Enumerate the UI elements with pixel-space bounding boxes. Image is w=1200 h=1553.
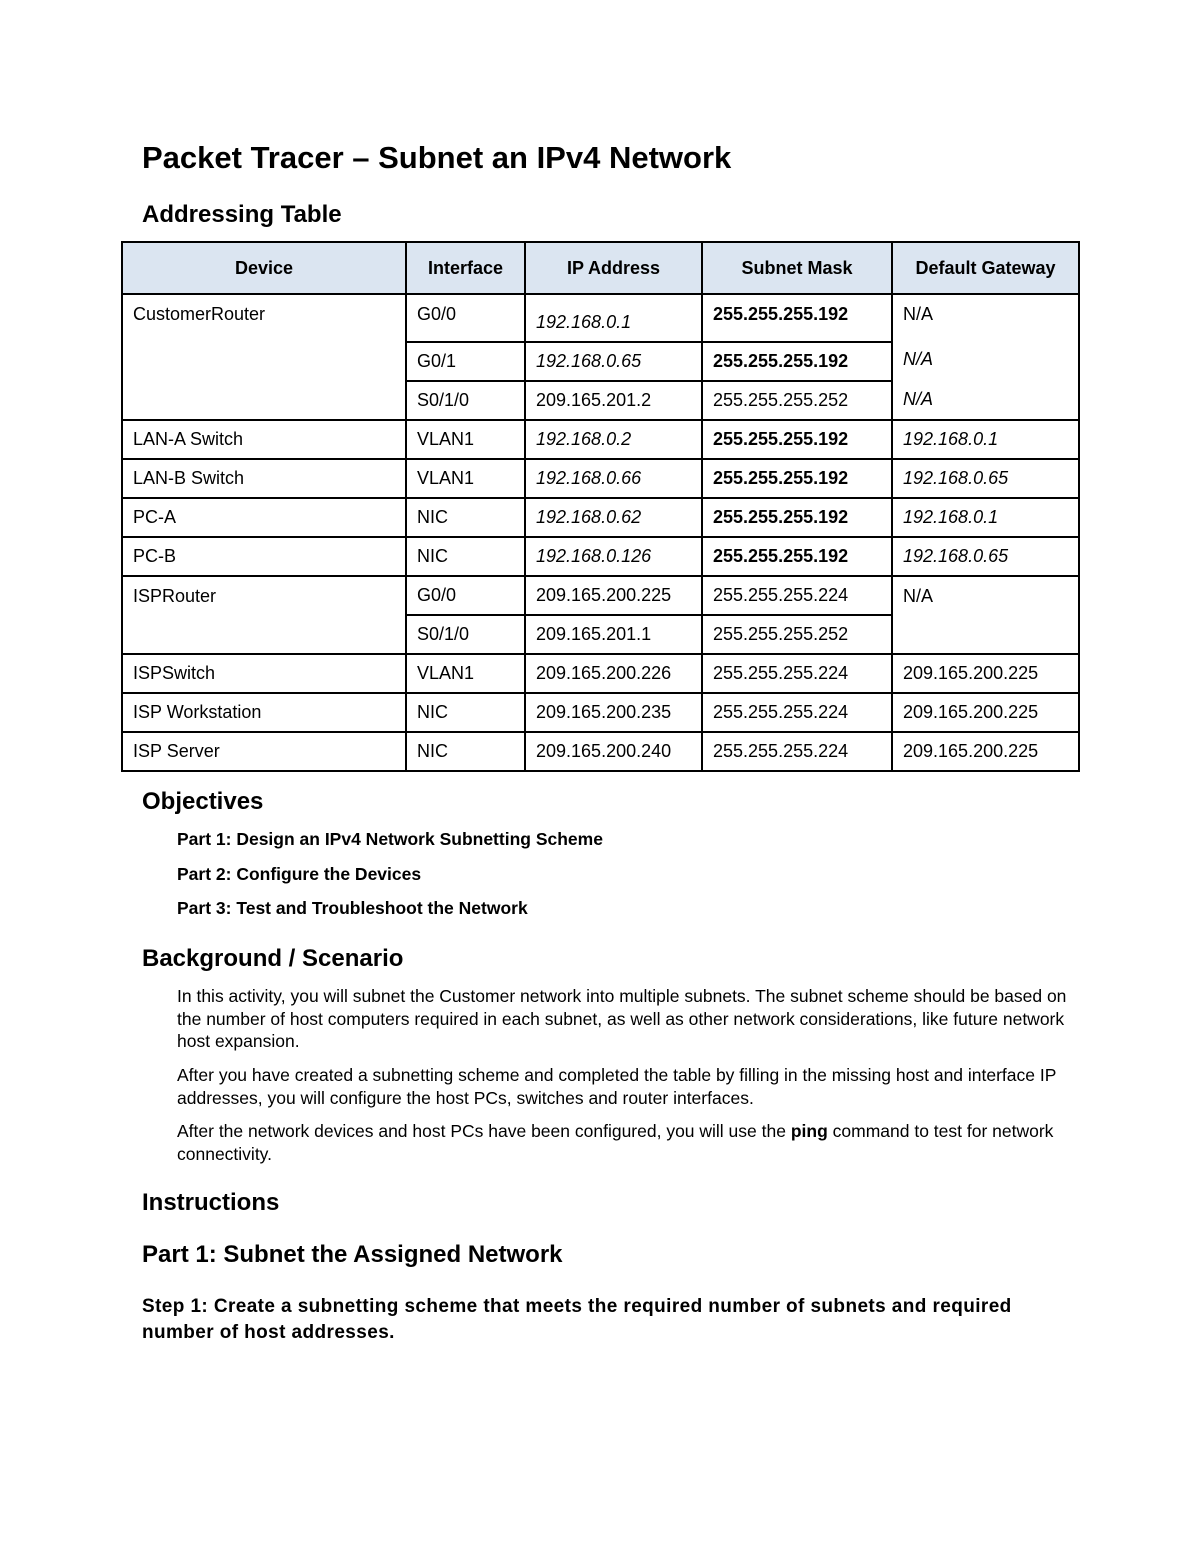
step1-heading: Step 1: Create a subnetting scheme that meets the required number of subnets and required number of host addresses.: [142, 1296, 1012, 1343]
mask-cell: 255.255.255.224: [702, 732, 892, 771]
mask-cell: 255.255.255.192: [702, 420, 892, 459]
mask-cell: 255.255.255.252: [702, 615, 892, 654]
ip-cell: 192.168.0.2: [525, 420, 702, 459]
table-header-row: [122, 242, 1079, 294]
interface-cell: NIC: [406, 693, 525, 732]
gateway-value: N/A: [903, 304, 934, 324]
gateway-stack: [903, 304, 1078, 416]
interface-cell: NIC: [406, 732, 525, 771]
table-row: [122, 732, 1079, 771]
interface-cell: S0/1/0: [406, 615, 525, 654]
background-heading: Background / Scenario: [142, 945, 404, 972]
objective-item: Part 2: Configure the Devices: [177, 864, 422, 884]
mask-cell: 255.255.255.224: [702, 693, 892, 732]
interface-cell: VLAN1: [406, 459, 525, 498]
part1-heading: Part 1: Subnet the Assigned Network: [142, 1241, 563, 1268]
interface-cell: G0/1: [406, 342, 525, 381]
interface-cell: G0/0: [406, 294, 525, 342]
ip-cell: 209.165.200.225: [525, 576, 702, 615]
gateway-cell: 192.168.0.65: [892, 459, 1079, 498]
mask-cell: 255.255.255.224: [702, 576, 892, 615]
ip-cell: 209.165.200.240: [525, 732, 702, 771]
ip-cell: 209.165.201.2: [525, 381, 702, 420]
device-cell: LAN-A Switch: [122, 420, 406, 459]
paragraph-text: After the network devices and host PCs have been configured, you will use the: [177, 1121, 791, 1141]
table-row: [122, 693, 1079, 732]
interface-cell: VLAN1: [406, 420, 525, 459]
mask-cell: 255.255.255.192: [702, 537, 892, 576]
table-row: [122, 498, 1079, 537]
ip-cell: 192.168.0.126: [525, 537, 702, 576]
table-row: [122, 420, 1079, 459]
objective-item: Part 3: Test and Troubleshoot the Network: [177, 898, 528, 918]
background-paragraph: In this activity, you will subnet the Customer network into multiple subnets. The subnet scheme should be based on the number of host computers required in each subnet, as well as other network considerations, like future network host expansion.: [177, 986, 1067, 1051]
ip-cell: 192.168.0.65: [525, 342, 702, 381]
gateway-cell: 192.168.0.1: [892, 420, 1079, 459]
device-cell: CustomerRouter: [122, 294, 406, 420]
table-row: [122, 294, 1079, 342]
interface-cell: VLAN1: [406, 654, 525, 693]
ip-cell: 192.168.0.62: [525, 498, 702, 537]
interface-cell: S0/1/0: [406, 381, 525, 420]
objectives-heading: Objectives: [142, 788, 264, 815]
addressing-table-heading: Addressing Table: [142, 201, 342, 228]
gateway-cell: 192.168.0.65: [892, 537, 1079, 576]
device-cell: LAN-B Switch: [122, 459, 406, 498]
device-cell: ISP Server: [122, 732, 406, 771]
table-row: [122, 537, 1079, 576]
header-default-gateway: Default Gateway: [892, 242, 1079, 294]
header-subnet-mask: Subnet Mask: [702, 242, 892, 294]
ip-cell: 192.168.0.1: [525, 294, 702, 342]
header-ip-address: IP Address: [525, 242, 702, 294]
mask-cell: 255.255.255.252: [702, 381, 892, 420]
gateway-cell: 192.168.0.1: [892, 498, 1079, 537]
gateway-cell: 209.165.200.225: [892, 693, 1079, 732]
gateway-cell: N/A: [892, 576, 1079, 654]
device-cell: ISPRouter: [122, 576, 406, 654]
table-row: [122, 459, 1079, 498]
ip-cell: 209.165.200.235: [525, 693, 702, 732]
gateway-cell: [892, 294, 1079, 420]
interface-cell: G0/0: [406, 576, 525, 615]
background-paragraph: [177, 1120, 1077, 1165]
table-row: [122, 654, 1079, 693]
device-cell: ISP Workstation: [122, 693, 406, 732]
device-cell: PC-A: [122, 498, 406, 537]
ip-cell: 192.168.0.66: [525, 459, 702, 498]
device-cell: PC-B: [122, 537, 406, 576]
paragraph-text: command to test for network connectivity.: [177, 1121, 1054, 1164]
gateway-cell: 209.165.200.225: [892, 732, 1079, 771]
header-interface: Interface: [406, 242, 525, 294]
gateway-value: N/A: [903, 349, 934, 369]
gateway-value: N/A: [903, 389, 934, 409]
mask-cell: 255.255.255.192: [702, 498, 892, 537]
objective-item: Part 1: Design an IPv4 Network Subnetting Scheme: [177, 829, 603, 849]
device-cell: ISPSwitch: [122, 654, 406, 693]
ip-cell: 209.165.201.1: [525, 615, 702, 654]
instructions-heading: Instructions: [142, 1189, 280, 1216]
mask-cell: 255.255.255.192: [702, 459, 892, 498]
interface-cell: NIC: [406, 498, 525, 537]
mask-cell: 255.255.255.192: [702, 294, 892, 342]
gateway-cell: 209.165.200.225: [892, 654, 1079, 693]
addressing-table: [121, 241, 1080, 772]
header-device: Device: [122, 242, 406, 294]
background-paragraph: After you have created a subnetting scheme and completed the table by filling in the missing host and interface IP addresses, you will configure the host PCs, switches and router interfaces.: [177, 1065, 1057, 1108]
mask-cell: 255.255.255.224: [702, 654, 892, 693]
ping-command: ping: [790, 1121, 828, 1141]
mask-cell: 255.255.255.192: [702, 342, 892, 381]
interface-cell: NIC: [406, 537, 525, 576]
table-row: [122, 576, 1079, 615]
page-title: Packet Tracer – Subnet an IPv4 Network: [142, 140, 732, 175]
ip-cell: 209.165.200.226: [525, 654, 702, 693]
